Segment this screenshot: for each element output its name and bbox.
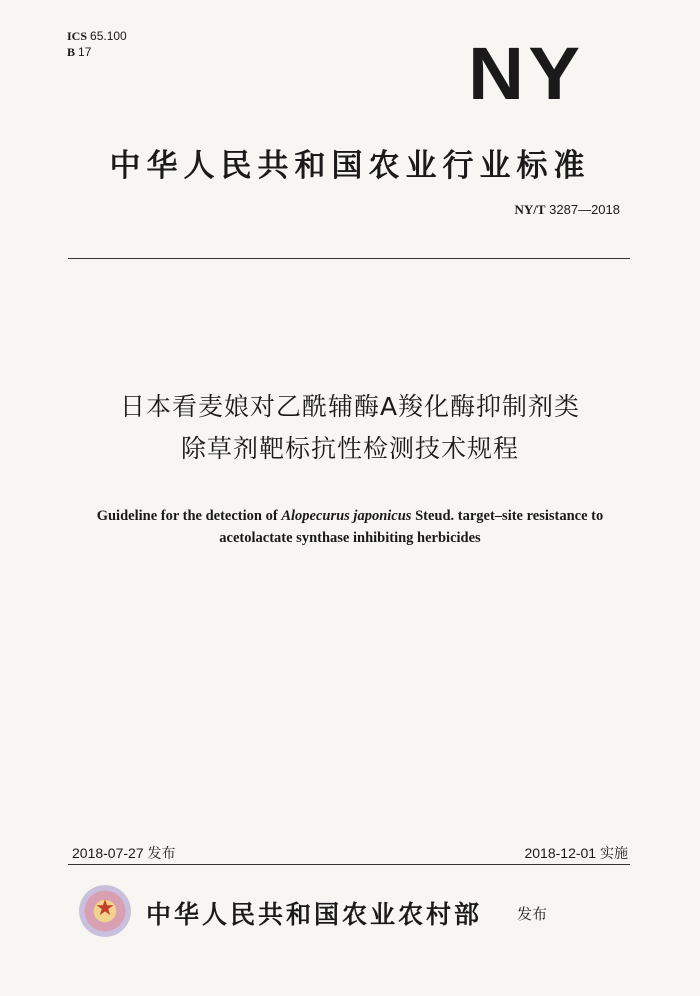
issue-label: 发布 (517, 905, 548, 923)
bottom-divider (68, 864, 630, 865)
english-title-line2: acetolactate synthase inhibiting herbicides (219, 530, 481, 546)
emblem-star-icon: ★ (95, 896, 115, 921)
implement-date-label: 实施 (600, 845, 628, 861)
national-emblem-icon (79, 885, 131, 937)
top-divider (68, 258, 630, 259)
standard-number (514, 202, 620, 218)
english-title-post: Steud. target–site resistance to (411, 508, 604, 524)
ccs-label: B (67, 45, 76, 59)
publish-date (72, 843, 176, 863)
publish-date-value: 2018-07-27 (72, 845, 144, 861)
document-title-line1: 日本看麦娘对乙酰辅酶A羧化酶抑制剂类 (119, 392, 581, 421)
classification-codes (67, 28, 127, 60)
standard-title: 中华人民共和国农业行业标准 (109, 148, 591, 184)
ny-logo: NY (468, 32, 585, 115)
ics-label: ICS (67, 29, 88, 43)
document-title-line2: 除草剂靶标抗性检测技术规程 (180, 434, 519, 463)
english-title-line1 (40, 505, 660, 527)
ccs-value: 17 (78, 45, 92, 59)
ccs-code (67, 44, 127, 60)
english-title-species: Alopecurus japonicus (281, 508, 412, 524)
standard-prefix: NY/T (514, 202, 546, 217)
implement-date (524, 843, 628, 863)
publish-date-label: 发布 (147, 845, 176, 861)
standard-code: 3287—2018 (549, 202, 620, 217)
ics-value: 65.100 (90, 29, 127, 43)
implement-date-value: 2018-12-01 (524, 845, 597, 861)
issuing-ministry: 中华人民共和国农业农村部 (146, 900, 483, 929)
ics-code (67, 28, 127, 44)
english-title-pre: Guideline for the detection of (96, 508, 282, 524)
